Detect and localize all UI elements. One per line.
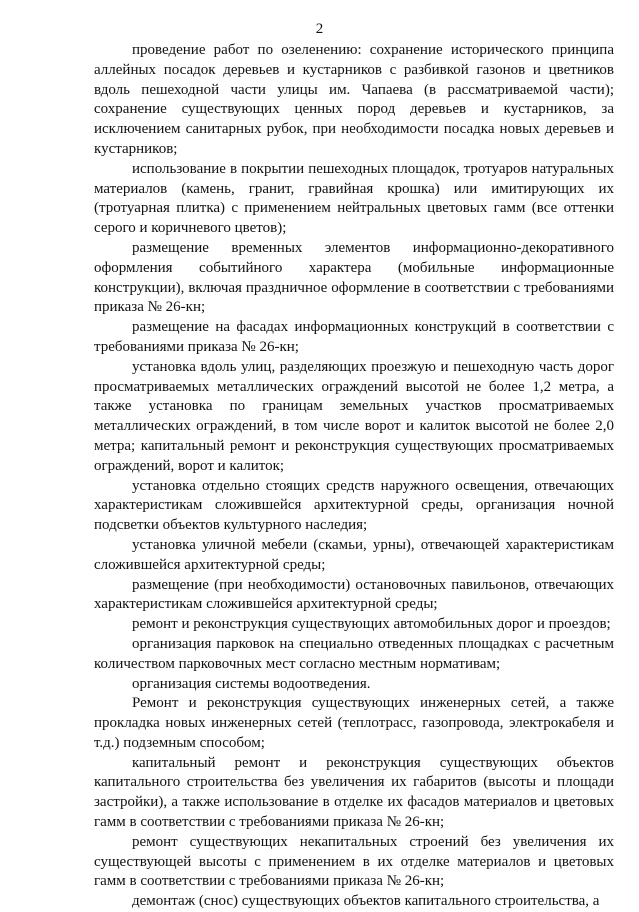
paragraph-bus-shelters: размещение (при необходимости) остановочных павильонов, отвечающих характеристикам сложившейся архитектурной среды; (94, 576, 614, 613)
paragraph-parking: организация парковок на специально отведенных площадках с расчетным количеством парковочных мест согласно местным нормативам; (94, 635, 614, 672)
paragraph-street-lighting: установка отдельно стоящих средств наружного освещения, отвечающих характеристикам сложившейся архитектурной среды, организация ночной подсветки объектов культурного наследия; (94, 477, 614, 534)
paragraph-landscaping: проведение работ по озеленению: сохранение исторического принципа аллейных посадок деревьев и кустарников с разбивкой газонов и цветников вдоль пешеходной части улицы им. Чапаева (в рассматриваемой части); сохранение существующих ценных пород деревьев и кустарников, за исключением санитарных рубок, при необходимости посадка новых деревьев и кустарников; (94, 42, 614, 157)
paragraph-fences: установка вдоль улиц, разделяющих проезжую и пешеходную часть дорог просматриваемых металлических ограждений высотой не более 1,2 метра, а также установка по границам земельных участков просматриваемых металлических ограждений, в том числе ворот и калиток высотой не более 2,0 метра; капитальный ремонт и реконструкция существующих просматриваемых ограждений, ворот и калиток; (94, 358, 614, 474)
paragraph-non-capital-repair: ремонт существующих некапитальных строений без увеличения их существующей высоты с применением в их отделке материалов и цветовых гамм в соответствии с требованиями приказа № 26-кн; (94, 833, 614, 890)
document-body (94, 41, 614, 912)
paragraph-drainage: организация системы водоотведения. (132, 675, 371, 692)
paragraph-paving-materials: использование в покрытии пешеходных площадок, тротуаров натуральных материалов (камень, гранит, гравийная крошка) или имитирующих их (тротуарная плитка) с применением нейтральных цветовых гамм (все оттенки серого и коричневого цветов); (94, 160, 614, 237)
paragraph-demolition: демонтаж (снос) существующих объектов капитального строительства, а (132, 893, 600, 910)
paragraph-temporary-decor: размещение временных элементов информационно-декоративного оформления событийного характера (мобильные информационные конструкции), включая праздничное оформление в соответствии с требованиями приказа № 26-кн; (94, 239, 614, 316)
page-number: 2 (315, 21, 324, 37)
paragraph-street-furniture: установка уличной мебели (скамьи, урны), отвечающей характеристикам сложившейся архитектурной среды; (94, 536, 614, 573)
paragraph-road-repair: ремонт и реконструкция существующих автомобильных дорог и проездов; (132, 616, 611, 633)
paragraph-engineering-networks: Ремонт и реконструкция существующих инженерных сетей, а также прокладка новых инженерных сетей (теплотрасс, газопровода, электрокабеля и т.д.) подземным способом; (94, 695, 614, 751)
paragraph-capital-repair: капитальный ремонт и реконструкция существующих объектов капитального строительства без увеличения их габаритов (высоты и площади застройки), а также использование в отделке их фасадов материалов и цветовых гамм в соответствии с требованиями приказа № 26-кн; (94, 754, 614, 831)
paragraph-facade-info-structures: размещение на фасадах информационных конструкций в соответствии с требованиями приказа № 26-кн; (94, 319, 614, 355)
